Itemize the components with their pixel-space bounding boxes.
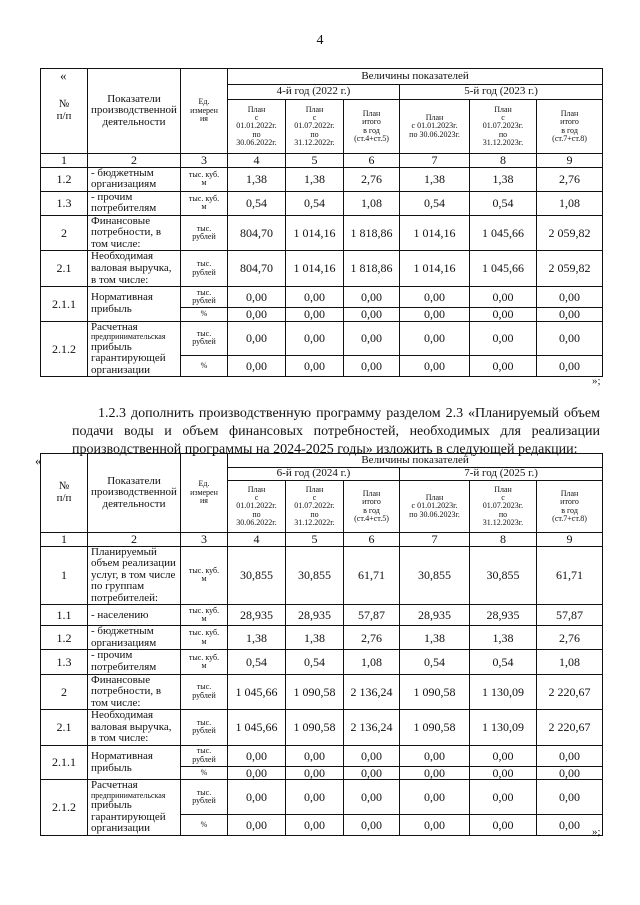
indicators-table-2022-2023 [40,68,603,377]
column-number-3: 3 [181,533,228,547]
value-cell: 28,935 [470,605,537,626]
column-number-7: 7 [400,533,470,547]
row-number: 2.1 [41,251,88,287]
table-row [41,215,603,251]
row-label-line: прибыль гарантирующей организации [91,340,166,376]
value-cell: 1 090,58 [400,674,470,710]
value-cell: 0,00 [537,814,603,835]
value-cell: 28,935 [228,605,286,626]
column-number-1: 1 [41,533,88,547]
value-cell: 0,00 [286,814,344,835]
row-label: Необходимая валовая выручка, в том числе: [88,251,181,287]
row-label: Нормативная прибыль [88,287,181,322]
row-label: Планируемый объем реализации услуг, в том числе по группам потребителей: [88,546,181,605]
value-cell: 0,00 [537,308,603,322]
column-number-9: 9 [537,154,603,168]
value-cell: 1 014,16 [400,251,470,287]
value-cell: 30,855 [470,546,537,605]
header-indicator: Показатели производственной деятельности [88,69,181,154]
value-cell: 0,00 [228,356,286,377]
value-cell: 0,00 [400,287,470,308]
table-row [41,650,603,674]
value-cell: 1 818,86 [344,215,400,251]
value-cell: 0,00 [400,814,470,835]
row-label: Финансовые потребности, в том числе: [88,215,181,251]
value-cell: 1 045,66 [470,251,537,287]
header-year-b: 7-й год (2025 г.) [400,468,603,481]
value-cell: 0,00 [537,287,603,308]
value-cell: 1,38 [400,626,470,650]
row-unit: % [181,814,228,835]
value-cell: 0,00 [470,780,537,814]
value-cell: 1,38 [286,167,344,191]
value-cell: 61,71 [344,546,400,605]
row-unit: тыс. рублей [181,745,228,766]
row-number: 1.2 [41,626,88,650]
value-cell: 0,54 [400,650,470,674]
value-cell: 0,00 [537,780,603,814]
row-label-line: Расчетная [91,779,138,792]
row-number: 2 [41,215,88,251]
value-cell: 0,00 [470,356,537,377]
table-row [41,605,603,626]
column-number-3: 3 [181,154,228,168]
value-cell: 1 014,16 [400,215,470,251]
value-cell: 0,54 [286,650,344,674]
value-cell: 0,00 [344,766,400,780]
row-number: 1.3 [41,191,88,215]
quote-close-1: »; [592,375,601,387]
column-number-row [41,533,603,547]
value-cell: 1 130,09 [470,674,537,710]
table-row [41,745,603,766]
value-cell: 0,00 [228,780,286,814]
row-number: 2.1.1 [41,745,88,780]
quote-open-2: « [35,453,42,468]
row-label: - прочим потребителям [88,650,181,674]
value-cell: 0,00 [400,780,470,814]
value-cell: 1,38 [400,167,470,191]
header-values-title: Величины показателей [228,454,603,468]
value-cell: 0,00 [286,287,344,308]
value-cell: 0,00 [228,321,286,355]
row-number: 2.1 [41,710,88,746]
row-label-line: предпринимательская [91,790,166,800]
header-period-col-5: План с 01.07.2022г. по 31.12.2022г. [286,481,344,533]
value-cell: 0,00 [286,308,344,322]
value-cell: 0,54 [228,191,286,215]
table-row [41,674,603,710]
value-cell: 1,38 [228,626,286,650]
value-cell: 0,00 [344,308,400,322]
value-cell: 0,00 [400,745,470,766]
header-period-col-9: План итого в год (ст.7+ст.8) [537,100,603,154]
header-period-col-6: План итого в год (ст.4+ст.5) [344,481,400,533]
value-cell: 0,00 [286,766,344,780]
value-cell: 1,38 [228,167,286,191]
value-cell: 0,54 [470,191,537,215]
value-cell: 0,00 [537,356,603,377]
value-cell: 2,76 [344,626,400,650]
value-cell: 1 014,16 [286,215,344,251]
header-period-col-4: План с 01.01.2022г. по 30.06.2022г. [228,100,286,154]
value-cell: 0,00 [286,780,344,814]
column-number-1: 1 [41,154,88,168]
value-cell: 2 059,82 [537,251,603,287]
header-values-title: Величины показателей [228,69,603,85]
header-indicator: Показатели производственной деятельности [88,454,181,533]
value-cell: 61,71 [537,546,603,605]
column-number-7: 7 [400,154,470,168]
value-cell: 0,00 [228,308,286,322]
value-cell: 28,935 [286,605,344,626]
row-unit: тыс. рублей [181,780,228,814]
row-number: 2.1.2 [41,780,88,836]
row-unit: тыс. рублей [181,321,228,355]
header-period-col-8: План с 01.07.2023г. по 31.12.2023г. [470,481,537,533]
value-cell: 30,855 [228,546,286,605]
column-number-2: 2 [88,533,181,547]
row-label-line: предпринимательская [91,332,166,342]
column-number-8: 8 [470,533,537,547]
value-cell: 1,08 [344,650,400,674]
table-row [41,191,603,215]
value-cell: 2,76 [537,626,603,650]
header-period-col-7: План с 01.01.2023г. по 30.06.2023г. [400,100,470,154]
header-period-col-4: План с 01.01.2022г. по 30.06.2022г. [228,481,286,533]
column-number-9: 9 [537,533,603,547]
value-cell: 0,00 [400,356,470,377]
header-year-a: 4-й год (2022 г.) [228,85,400,100]
value-cell: 2,76 [344,167,400,191]
value-cell: 0,00 [286,321,344,355]
value-cell: 1 045,66 [228,674,286,710]
table-row [41,710,603,746]
value-cell: 1,08 [344,191,400,215]
value-cell: 1 045,66 [470,215,537,251]
column-number-5: 5 [286,154,344,168]
row-unit: % [181,308,228,322]
value-cell: 2 136,24 [344,674,400,710]
table-row [41,321,603,355]
value-cell: 2 220,67 [537,674,603,710]
row-number: 2.1.1 [41,287,88,322]
column-number-5: 5 [286,533,344,547]
value-cell: 0,00 [344,356,400,377]
value-cell: 1 014,16 [286,251,344,287]
value-cell: 0,00 [228,287,286,308]
value-cell: 1 818,86 [344,251,400,287]
value-cell: 0,00 [286,745,344,766]
row-label: - бюджетным организациям [88,626,181,650]
value-cell: 0,00 [228,745,286,766]
value-cell: 0,00 [470,745,537,766]
value-cell: 1 090,58 [286,710,344,746]
column-number-2: 2 [88,154,181,168]
value-cell: 2 220,67 [537,710,603,746]
header-num: № п/п [41,454,88,533]
value-cell: 0,00 [228,814,286,835]
row-label: Необходимая валовая выручка, в том числе: [88,710,181,746]
row-unit: тыс. рублей [181,215,228,251]
table-row [41,251,603,287]
row-label: - бюджетным организациям [88,167,181,191]
row-label: - прочим потребителям [88,191,181,215]
value-cell: 0,00 [400,308,470,322]
row-label: - населению [88,605,181,626]
row-unit: % [181,356,228,377]
value-cell: 0,00 [344,745,400,766]
header-unit: Ед. измерен ия [181,454,228,533]
value-cell: 1 090,58 [400,710,470,746]
row-unit: тыс. куб. м [181,605,228,626]
value-cell: 0,00 [286,356,344,377]
value-cell: 1,38 [470,626,537,650]
value-cell: 57,87 [537,605,603,626]
row-unit: тыс. куб. м [181,626,228,650]
value-cell: 0,54 [286,191,344,215]
header-year-a: 6-й год (2024 г.) [228,468,400,481]
value-cell: 0,54 [470,650,537,674]
value-cell: 0,00 [344,814,400,835]
header-unit: Ед. измерен ия [181,69,228,154]
value-cell: 0,00 [228,766,286,780]
row-unit: тыс. куб. м [181,650,228,674]
table-row [41,167,603,191]
value-cell: 57,87 [344,605,400,626]
row-label: Нормативная прибыль [88,745,181,780]
column-number-4: 4 [228,533,286,547]
table-row [41,626,603,650]
value-cell: 1,08 [537,191,603,215]
header-num: № п/п [41,69,88,154]
row-unit: тыс. рублей [181,287,228,308]
value-cell: 2 059,82 [537,215,603,251]
row-number: 1.2 [41,167,88,191]
value-cell: 0,00 [344,321,400,355]
header-period-col-7: План с 01.01.2023г. по 30.06.2023г. [400,481,470,533]
quote-open-1: « [60,68,67,83]
value-cell: 0,00 [344,780,400,814]
row-label-line: прибыль гарантирующей организации [91,799,166,835]
value-cell: 0,00 [470,308,537,322]
row-unit: тыс. куб. м [181,191,228,215]
column-number-row [41,154,603,168]
value-cell: 0,00 [400,766,470,780]
row-label-line: Расчетная [91,321,138,333]
row-label [88,321,181,377]
value-cell: 0,54 [400,191,470,215]
value-cell: 0,00 [470,287,537,308]
row-label [88,780,181,836]
value-cell: 1 090,58 [286,674,344,710]
quote-close-2: »; [592,826,601,838]
value-cell: 1,08 [537,650,603,674]
page-number: 4 [316,33,324,48]
value-cell: 0,00 [470,321,537,355]
header-period-col-5: План с 01.07.2022г. по 31.12.2022г. [286,100,344,154]
row-number: 2 [41,674,88,710]
header-period-col-9: План итого в год (ст.7+ст.8) [537,481,603,533]
amendment-paragraph [72,405,600,459]
value-cell: 1 045,66 [228,710,286,746]
value-cell: 0,54 [228,650,286,674]
amendment-text: 1.2.3 дополнить производственную программу разделом 2.3 «Планируемый объем подачи воды и объем финансовых потребностей, необходимых для реализации производственной программы на 2024-2025 годы» изложить в следующей редакции: [72,406,600,457]
row-number: 1 [41,546,88,605]
row-unit: тыс. куб. м [181,167,228,191]
value-cell: 0,00 [400,321,470,355]
column-number-6: 6 [344,533,400,547]
header-period-col-8: План с 01.07.2023г. по 31.12.2023г. [470,100,537,154]
indicators-table-2024-2025 [40,453,603,836]
value-cell: 0,00 [537,745,603,766]
header-year-b: 5-й год (2023 г.) [400,85,603,100]
value-cell: 0,00 [537,321,603,355]
column-number-4: 4 [228,154,286,168]
value-cell: 1,38 [470,167,537,191]
value-cell: 0,00 [470,766,537,780]
value-cell: 0,00 [470,814,537,835]
value-cell: 1 130,09 [470,710,537,746]
value-cell: 804,70 [228,215,286,251]
row-unit: тыс. куб. м [181,546,228,605]
value-cell: 30,855 [400,546,470,605]
row-unit: тыс. рублей [181,674,228,710]
row-label: Финансовые потребности, в том числе: [88,674,181,710]
header-period-col-6: План итого в год (ст.4+ст.5) [344,100,400,154]
value-cell: 2 136,24 [344,710,400,746]
column-number-6: 6 [344,154,400,168]
value-cell: 804,70 [228,251,286,287]
row-number: 1.1 [41,605,88,626]
table-row [41,287,603,308]
row-unit: тыс. рублей [181,710,228,746]
value-cell: 30,855 [286,546,344,605]
table-row [41,780,603,814]
row-unit: тыс. рублей [181,251,228,287]
value-cell: 0,00 [344,287,400,308]
row-unit: % [181,766,228,780]
row-number: 2.1.2 [41,321,88,377]
column-number-8: 8 [470,154,537,168]
value-cell: 0,00 [537,766,603,780]
table-row [41,546,603,605]
row-number: 1.3 [41,650,88,674]
value-cell: 1,38 [286,626,344,650]
value-cell: 2,76 [537,167,603,191]
value-cell: 28,935 [400,605,470,626]
